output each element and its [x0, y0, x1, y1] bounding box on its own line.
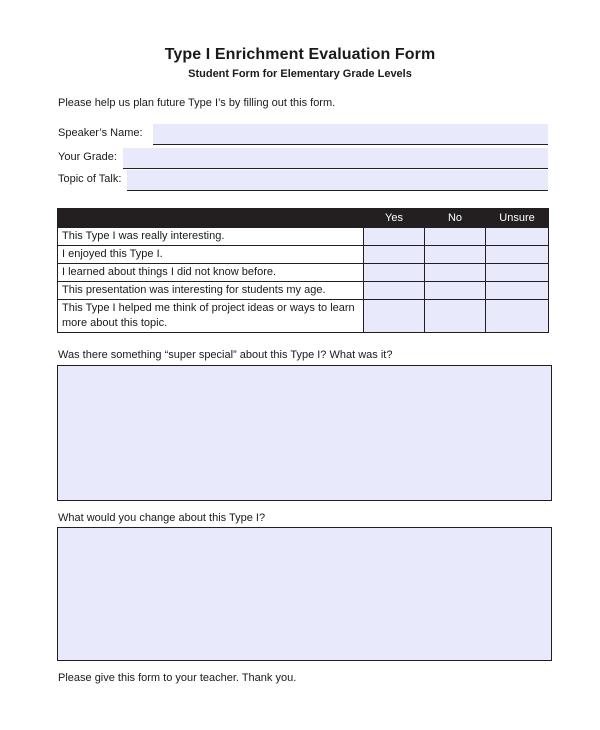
yes-answer-cell[interactable]	[364, 300, 425, 333]
statement-cell: I learned about things I did not know before.	[58, 264, 364, 282]
table-row	[58, 300, 549, 333]
statement-column-header	[58, 209, 364, 228]
special-answer-box[interactable]	[57, 365, 552, 501]
speaker-name-row	[58, 124, 548, 144]
unsure-column-header: Unsure	[486, 209, 549, 228]
evaluation-table	[57, 208, 549, 333]
statement-cell: This Type I was really interesting.	[58, 228, 364, 246]
no-answer-cell[interactable]	[425, 228, 486, 246]
no-column-header: No	[425, 209, 486, 228]
form-subtitle: Student Form for Elementary Grade Levels	[188, 68, 412, 80]
unsure-answer-cell[interactable]	[486, 282, 549, 300]
change-answer-box[interactable]	[57, 527, 552, 661]
closing-note: Please give this form to your teacher. Thank you.	[58, 672, 297, 684]
speaker-name-field[interactable]	[153, 124, 548, 145]
yes-answer-cell[interactable]	[364, 228, 425, 246]
your-grade-label: Your Grade:	[58, 151, 117, 163]
speaker-name-label: Speaker’s Name:	[58, 127, 143, 139]
no-answer-cell[interactable]	[425, 246, 486, 264]
yes-answer-cell[interactable]	[364, 282, 425, 300]
unsure-answer-cell[interactable]	[486, 300, 549, 333]
no-answer-cell[interactable]	[425, 300, 486, 333]
topic-of-talk-field[interactable]	[127, 170, 548, 191]
unsure-answer-cell[interactable]	[486, 264, 549, 282]
your-grade-field[interactable]	[123, 148, 548, 169]
topic-of-talk-label: Topic of Talk:	[58, 173, 122, 185]
special-question: Was there something “super special” about this Type I? What was it?	[58, 349, 393, 361]
form-title: Type I Enrichment Evaluation Form	[164, 46, 436, 63]
yes-answer-cell[interactable]	[364, 246, 425, 264]
table-row	[58, 264, 549, 282]
statement-cell: This presentation was interesting for students my age.	[58, 282, 364, 300]
yes-answer-cell[interactable]	[364, 264, 425, 282]
topic-of-talk-row	[58, 170, 548, 190]
unsure-answer-cell[interactable]	[486, 246, 549, 264]
table-row	[58, 228, 549, 246]
statement-cell: I enjoyed this Type I.	[58, 246, 364, 264]
statement-cell: This Type I helped me think of project ideas or ways to learn more about this topic.	[58, 300, 364, 333]
table-row	[58, 246, 549, 264]
no-answer-cell[interactable]	[425, 264, 486, 282]
form-intro: Please help us plan future Type I’s by filling out this form.	[58, 97, 336, 109]
no-answer-cell[interactable]	[425, 282, 486, 300]
your-grade-row	[58, 148, 548, 168]
table-header-row	[58, 209, 549, 228]
table-row	[58, 282, 549, 300]
unsure-answer-cell[interactable]	[486, 228, 549, 246]
change-question: What would you change about this Type I?	[58, 512, 266, 524]
yes-column-header: Yes	[364, 209, 425, 228]
